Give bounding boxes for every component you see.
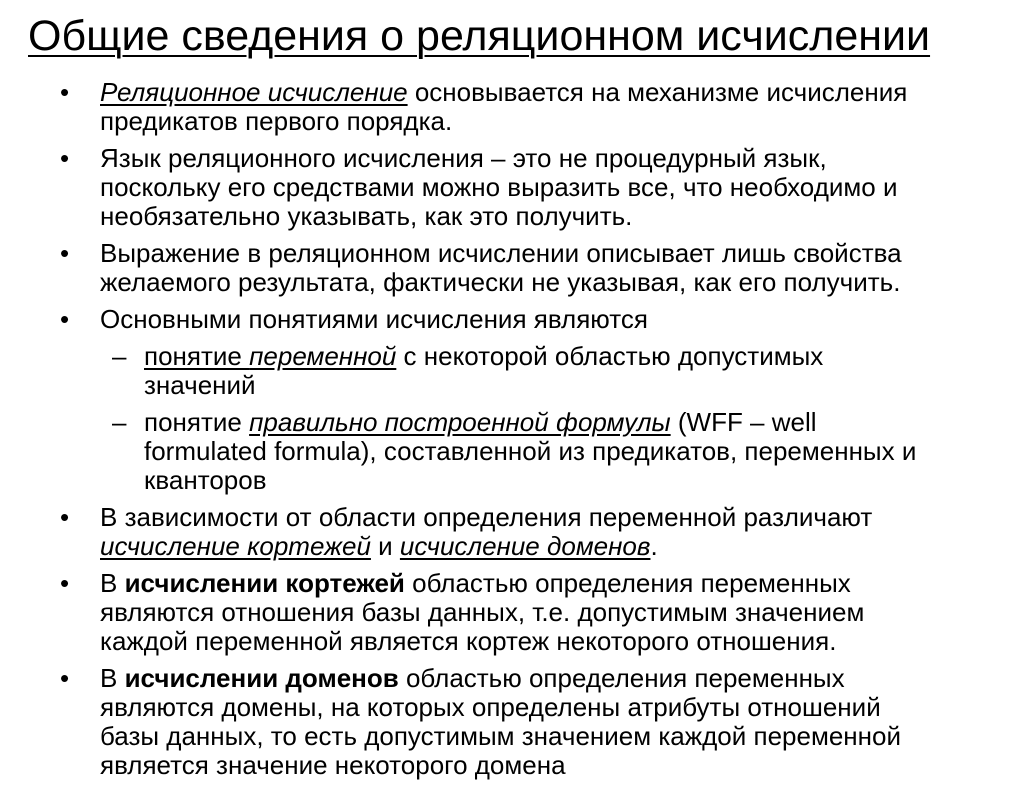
text-segment: В (100, 663, 125, 693)
text-line (100, 532, 1024, 561)
text-segment: Основными понятиями исчисления являются (100, 304, 648, 334)
bullet-marker: • (60, 304, 70, 334)
text-line (100, 722, 1024, 751)
text-segment: В зависимости от области определения переменной различают (100, 502, 873, 532)
text-line (100, 144, 1024, 173)
text-line (100, 503, 1024, 532)
list-item (0, 78, 1024, 136)
text-line (100, 751, 1024, 780)
text-segment: основывается на механизме исчисления (407, 77, 908, 107)
text-segment: значений (144, 370, 256, 400)
text-segment: исчисление доменов (399, 531, 651, 561)
bullet-marker: • (60, 143, 70, 173)
text-line (100, 202, 1024, 231)
text-segment: кванторов (144, 465, 267, 495)
text-segment: переменной (249, 341, 397, 371)
text-segment: понятие (144, 341, 250, 371)
text-line (144, 342, 1024, 371)
text-line (100, 664, 1024, 693)
bullet-marker: • (60, 663, 70, 693)
text-segment: поскольку его средствами можно выразить все, что необходимо и (100, 172, 898, 202)
list-item (0, 664, 1024, 780)
text-segment: formulated formula), составленной из предикатов, переменных и (144, 436, 917, 466)
text-segment: понятие (144, 407, 250, 437)
text-line (100, 78, 1024, 107)
text-line (100, 569, 1024, 598)
text-segment: необязательно указывать, как это получить. (100, 201, 633, 231)
dash-marker: – (112, 341, 127, 371)
text-segment: желаемого результата, фактически не указывая, как его получить. (100, 267, 901, 297)
text-line (100, 598, 1024, 627)
text-segment: каждой переменной является кортеж некоторого отношения. (100, 626, 837, 656)
text-line (100, 239, 1024, 268)
text-line (100, 305, 1024, 334)
text-segment: является значение некоторого домена (100, 750, 566, 780)
text-segment: исчислении доменов (124, 663, 399, 693)
text-line (144, 408, 1024, 437)
text-segment: предикатов первого порядка. (100, 106, 453, 136)
text-line (144, 466, 1024, 495)
text-line (100, 627, 1024, 656)
text-segment: Реляционное исчисление (100, 77, 408, 107)
dash-marker: – (112, 407, 127, 437)
bullet-marker: • (60, 502, 70, 532)
sub-list-item (0, 342, 1024, 400)
text-segment: исчисление кортежей (100, 531, 371, 561)
text-segment: областью определения переменных (404, 568, 851, 598)
text-line (144, 371, 1024, 400)
text-segment: базы данных, то есть допустимым значением каждой переменной (100, 721, 902, 751)
list-item (0, 503, 1024, 561)
text-segment: (WFF – well (670, 407, 817, 437)
sub-list-item (0, 408, 1024, 495)
list-item (0, 144, 1024, 231)
text-segment: областью определения переменных (398, 663, 845, 693)
text-segment: правильно построенной формулы (249, 407, 671, 437)
page-title: Общие сведения о реляционном исчислении (28, 12, 931, 60)
text-segment: Выражение в реляционном исчислении описывает лишь свойства (100, 238, 902, 268)
text-segment: и (370, 531, 400, 561)
text-segment: являются домены, на которых определены атрибуты отношений (100, 692, 881, 722)
text-line (100, 268, 1024, 297)
text-segment: Язык реляционного исчисления – это не процедурный язык, (100, 143, 827, 173)
bullet-list (0, 78, 1024, 788)
text-line (100, 173, 1024, 202)
text-segment: с некоторой областью допустимых (396, 341, 824, 371)
text-segment: являются отношения базы данных, т.е. допустимым значением (100, 597, 865, 627)
bullet-marker: • (60, 77, 70, 107)
bullet-marker: • (60, 238, 70, 268)
text-line (144, 437, 1024, 466)
list-item (0, 239, 1024, 297)
text-segment: исчислении кортежей (124, 568, 405, 598)
text-line (100, 693, 1024, 722)
list-item (0, 305, 1024, 334)
bullet-marker: • (60, 568, 70, 598)
list-item (0, 569, 1024, 656)
text-segment: В (100, 568, 125, 598)
text-line (100, 107, 1024, 136)
text-segment: . (650, 531, 658, 561)
